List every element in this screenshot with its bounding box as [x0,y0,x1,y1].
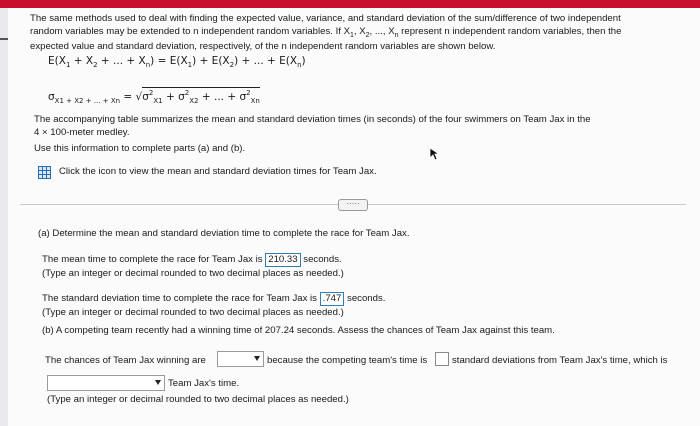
part-b-sd-suffix: standard deviations from Team Jax's time, which is [452,355,668,366]
table-icon[interactable] [38,166,51,179]
intro-line-2: random variables may be extended to n independent random variables. If $X_1$, $X_2$, ..., $X_n$ represent n independent random variables, then the [30,26,622,39]
part-b-because-text: because the competing team's time is [267,355,428,366]
part-b-hint: (Type an integer or decimal rounded to two decimal places as needed.) [47,394,349,405]
description-line-1: The accompanying table summarizes the mean and standard deviation times (in seconds) of the four swimmers on Team Jax in the [34,114,591,125]
part-b-chances-label: The chances of Team Jax winning are [45,355,206,366]
part-a-mean-hint: (Type an integer or decimal rounded to two decimal places as needed.) [42,268,344,279]
relation-dropdown[interactable] [47,375,165,391]
part-b-heading: (b) A competing team recently had a winning time of 207.24 seconds. Assess the chances of Team Jax against this team. [42,325,555,336]
collapse-dash-icon[interactable] [0,38,8,40]
chances-dropdown[interactable] [217,351,264,367]
intro-line-1: The same methods used to deal with finding the expected value, variance, and standard deviation of the sum/difference of two independent [30,13,621,24]
expand-more-button[interactable]: ····· [338,199,368,211]
top-accent-bar [0,0,700,8]
description-line-2: 4 × 100-meter medley. [34,127,130,138]
sd-count-input[interactable] [435,352,449,366]
part-a-sd-row: The standard deviation time to complete the race for Team Jax is .747 seconds. [42,293,386,304]
chevron-down-icon [155,380,161,385]
mean-answer-field[interactable]: 210.33 [265,253,300,267]
std-dev-formula: $\sigma_{X1 + X2 + ... + Xn} = √\sigma^2_{X1} + \sigma^2_{X2}$ + ... + $\sigma^2_{Xn}$ [48,89,260,105]
description-line-3: Use this information to complete parts (a) and (b). [34,143,246,154]
expected-value-formula: $E(X_1 + X_2$ + ... + $X_n) = E(X_1) + E(X_2)$ + ... + $E(X_n)$ [48,55,306,69]
part-a-heading: (a) Determine the mean and standard deviation time to complete the race for Team Jax. [38,228,410,239]
sd-answer-field[interactable]: .747 [320,292,345,306]
left-gutter [0,8,8,426]
part-a-sd-hint: (Type an integer or decimal rounded to two decimal places as needed.) [42,307,344,318]
part-a-mean-row: The mean time to complete the race for Team Jax is 210.33 seconds. [42,254,342,265]
mouse-pointer-icon [429,147,441,161]
chevron-down-icon [254,356,260,361]
table-link-label[interactable]: Click the icon to view the mean and standard deviation times for Team Jax. [59,166,377,177]
intro-line-3: expected value and standard deviation, respectively, of the n independent random variables are shown below. [30,41,496,52]
part-b-relation-suffix: Team Jax's time. [168,378,240,389]
